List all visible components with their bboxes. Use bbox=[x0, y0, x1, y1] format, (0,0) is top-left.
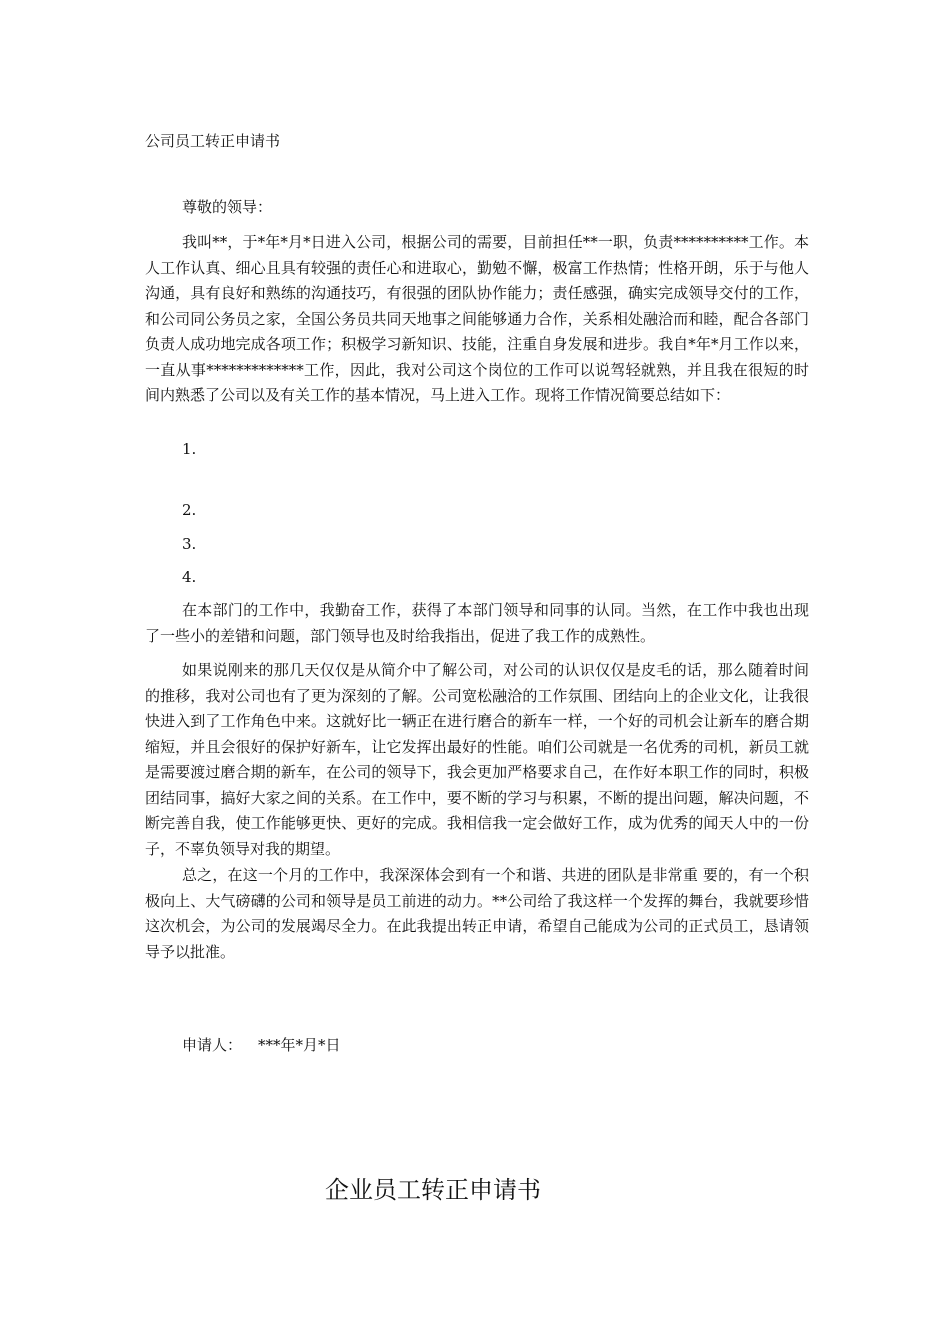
list-number-1: 1. bbox=[182, 440, 197, 458]
salutation: 尊敬的领导： bbox=[182, 198, 273, 216]
list-number-4: 4. bbox=[182, 568, 197, 586]
paragraph-conclusion: 总之，在这一个月的工作中，我深深体会到有一个和谐、共进的团队是非常重 要的，有一个积极向上、大气磅礴的公司和领导是员工前进的动力。**公司给了我这样一个发挥的舞台，我就要珍惜这次机会，为公司的发展竭尽全力。在此我提出转正申请，希望自己能成为公司的正式员工，恳请领导予以批准。 bbox=[145, 866, 809, 961]
document-header-title: 公司员工转正申请书 bbox=[145, 132, 281, 150]
next-document-title: 企业员工转正申请书 bbox=[325, 1176, 541, 1204]
signature-label: 申请人： bbox=[182, 1036, 243, 1054]
signature-date: ***年*月*日 bbox=[258, 1036, 341, 1054]
paragraph-department-work: 在本部门的工作中，我勤奋工作，获得了本部门领导和同事的认同。当然，在工作中我也出现了一些小的差错和问题，部门领导也及时给我指出，促进了我工作的成熟性。 bbox=[145, 601, 809, 645]
paragraph-introduction: 我叫**，于*年*月*日进入公司，根据公司的需要，目前担任**一职，负责**********工作。本人工作认真、细心且具有较强的责任心和进取心，勤勉不懈，极富工作热情；性格开朗，乐于与他人沟通，具有良好和熟练的沟通技巧，有很强的团队协作能力；责任感强，确实完成领导交付的工作，和公司同公务员之家，全国公务员共同天地事之间能够通力合作，关系相处融洽而和睦，配合各部门负责人成功地完成各项工作；积极学习新知识、技能，注重自身发展和进步。我自*年*月工作以来，一直从事*************工作，因此，我对公司这个岗位的工作可以说驾轻就熟，并且我在很短的时间内熟悉了公司以及有关工作的基本情况，马上进入工作。现将工作情况简要总结如下： bbox=[145, 233, 809, 404]
signature-line bbox=[182, 1035, 341, 1055]
list-number-3: 3. bbox=[182, 535, 197, 553]
paragraph-company-understanding: 如果说刚来的那几天仅仅是从简介中了解公司，对公司的认识仅仅是皮毛的话，那么随着时间的推移，我对公司也有了更为深刻的了解。公司宽松融洽的工作氛围、团结向上的企业文化，让我很快进入到了工作角色中来。这就好比一辆正在进行磨合的新车一样，一个好的司机会让新车的磨合期缩短，并且会很好的保护好新车，让它发挥出最好的性能。咱们公司就是一名优秀的司机，新员工就是需要渡过磨合期的新车，在公司的领导下，我会更加严格要求自己，在作好本职工作的同时，积极团结同事，搞好大家之间的关系。在工作中，要不断的学习与积累，不断的提出问题，解决问题，不断完善自我，使工作能够更快、更好的完成。我相信我一定会做好工作，成为优秀的闻天人中的一份子，不辜负领导对我的期望。 bbox=[145, 661, 809, 858]
list-number-2: 2. bbox=[182, 501, 197, 519]
